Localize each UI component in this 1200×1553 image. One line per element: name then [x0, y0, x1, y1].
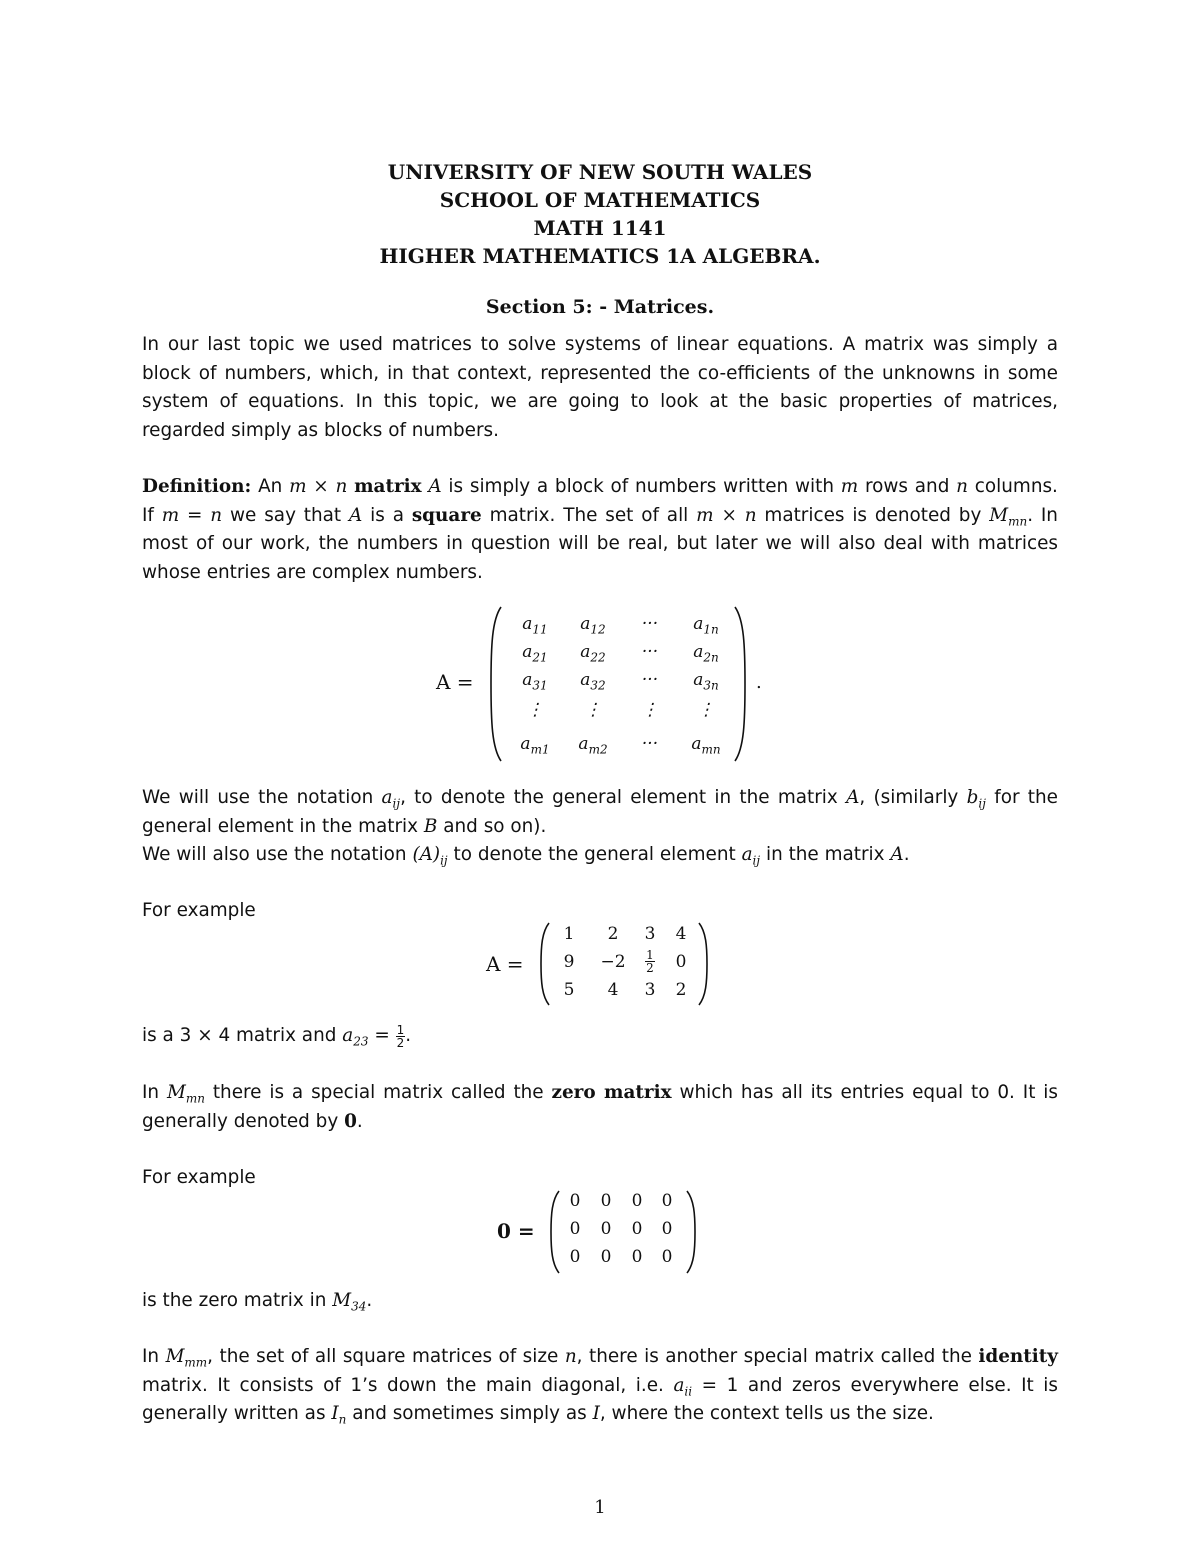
document-header	[0, 158, 1200, 270]
matrix-entry: 0	[661, 1219, 673, 1239]
section-title: Section 5: - Matrices.	[485, 296, 715, 318]
matrix-entry: 0	[661, 1247, 673, 1267]
math-n: n	[956, 476, 969, 497]
identity-text: and sometimes simply as	[352, 1403, 587, 1425]
matrix-entry: 0	[661, 1191, 673, 1211]
zero-text: there is a special matrix called the	[212, 1082, 544, 1103]
period: .	[405, 1025, 412, 1046]
matrix-entry: −2	[600, 952, 626, 972]
course-code: MATH 1141	[533, 216, 667, 240]
matrix-entry: 0	[600, 1247, 612, 1267]
identity-text: In	[142, 1346, 160, 1367]
matrix-entry: 2	[675, 980, 687, 1000]
definition-text: . In most of our work, the numbers in question will be real, but later we will also deal with matrices whose entries are complex numbers.	[142, 504, 1058, 583]
right-parenthesis	[734, 606, 748, 762]
matrix-entry: 0	[600, 1191, 612, 1211]
left-parenthesis	[488, 606, 502, 762]
matrix-entry: 9	[563, 952, 575, 972]
caption-text: is the zero matrix in	[142, 1290, 327, 1311]
intro-paragraph: In our last topic we used matrices to solve systems of linear equations. A matrix was simply a block of numbers, which, in that context, represented the co-efficients of the unknowns in some system of equations. In this topic, we are going to look at the basic properties of matrices, regarded simply as blocks of numbers.	[142, 334, 1058, 441]
matrix-entry: $a_{21}$	[522, 642, 548, 665]
identity-paragraph	[142, 1343, 1058, 1429]
math-Aij: $(A)_{ij}$	[412, 844, 448, 868]
math-A: A	[349, 504, 363, 526]
matrix-entry: $a_{m1}$	[520, 734, 550, 757]
math-B: B	[423, 815, 438, 837]
matrix-entry: 0	[600, 1219, 612, 1239]
matrix-entry: 0	[631, 1191, 643, 1211]
math-mxn: m × n	[289, 476, 348, 497]
matrix-entry: 3	[644, 980, 656, 1000]
matrix-entry: ⋮	[526, 700, 544, 720]
example-text: is a 3 × 4 matrix and	[142, 1025, 337, 1046]
notation-paragraph-2	[142, 841, 1058, 870]
math-m: m	[840, 476, 859, 497]
matrix-entry: 0	[569, 1191, 581, 1211]
math-Mmn: $M_{mn}$	[166, 1082, 205, 1106]
zero-symbol: 0	[344, 1110, 357, 1132]
definition-text: matrix. The set of all	[489, 504, 689, 526]
matrix-entry: 3	[644, 924, 656, 944]
identity-text: , there is another special matrix called the	[576, 1346, 972, 1367]
matrix-entry: ···	[641, 670, 659, 690]
matrix-entry: ⋮	[641, 700, 659, 720]
identity-text: = 1 and zeros everywhere else. It is generally written as	[142, 1374, 1058, 1425]
matrix-entry: $a_{mn}$	[691, 734, 721, 757]
matrix-entry: 1	[563, 924, 575, 944]
university-name: UNIVERSITY OF NEW SOUTH WALES	[387, 160, 813, 184]
notation-text: and so on).	[443, 815, 547, 837]
identity-text: matrix. It consists of 1’s down the main diagonal, i.e.	[142, 1374, 664, 1396]
matrix-entry: $a_{1n}$	[693, 614, 719, 637]
definition-paragraph	[142, 473, 1058, 587]
math-A: A	[846, 787, 860, 808]
page-number: 1	[594, 1497, 606, 1518]
zero-text: .	[356, 1110, 363, 1132]
math-M34: $M_{34}$	[332, 1290, 367, 1314]
matrix-entry: ···	[641, 614, 659, 634]
matrix-entry: 0	[631, 1247, 643, 1267]
course-name: HIGHER MATHEMATICS 1A ALGEBRA.	[379, 244, 821, 268]
math-aij: $a_{ij}$	[381, 787, 401, 811]
definition-text: An	[258, 476, 283, 497]
zero-text: which has all its entries equal to 0. It is generally denoted by	[142, 1082, 1058, 1132]
notation-text: We will also use the notation	[142, 844, 407, 865]
school-name: SCHOOL OF MATHEMATICS	[439, 188, 761, 212]
matrix-entry: 0	[675, 952, 687, 972]
matrix-entry: $a_{m2}$	[578, 734, 608, 757]
math-I: I	[592, 1403, 600, 1425]
math-In: $I_n$	[331, 1403, 347, 1427]
matrix-entry: 0	[631, 1219, 643, 1239]
math-bij: $b_{ij}$	[966, 787, 986, 811]
matrix-entry: 4	[675, 924, 687, 944]
notation-text: .	[903, 844, 910, 865]
math-aii: $a_{ii}$	[673, 1374, 693, 1399]
identity-text: , the set of all square matrices of size	[207, 1346, 559, 1367]
definition-text: is a	[370, 504, 404, 526]
definition-text: we say that	[230, 504, 342, 526]
matrix-entry: $a_{12}$	[580, 614, 606, 637]
definition-text: is simply a block of numbers written with	[448, 476, 834, 497]
period: .	[366, 1290, 373, 1311]
definition-term-matrix: matrix	[354, 476, 422, 497]
math-Mmn: $M_{mn}$	[989, 504, 1028, 529]
example-intro-1: For example	[142, 900, 256, 921]
math-A: A	[890, 844, 904, 865]
example-intro-2: For example	[142, 1167, 256, 1188]
matrix-entry: ···	[641, 734, 659, 754]
matrix-entry: ···	[641, 642, 659, 662]
matrix-entry: $a_{22}$	[580, 642, 606, 665]
definition-text: columns. If	[142, 476, 1058, 526]
notation-text: , (similarly	[859, 787, 959, 808]
general-matrix-label: A =	[436, 670, 474, 694]
zero-matrix-paragraph	[142, 1079, 1058, 1136]
math-mxn: m × n	[696, 504, 757, 526]
matrix-entry: 4	[607, 980, 619, 1000]
identity-text: , where the context tells us the size.	[599, 1403, 934, 1425]
notation-text: for the general element in the matrix	[142, 787, 1058, 837]
definition-term-square: square	[411, 504, 482, 526]
math-Mmm: $M_{mm}$	[165, 1346, 208, 1370]
math-n: n	[564, 1346, 577, 1367]
matrix-entry: ⋮	[697, 700, 715, 720]
math-A: A	[428, 476, 442, 497]
example-after-text	[142, 1022, 1058, 1051]
matrix-entry: 2	[607, 924, 619, 944]
math-equals: =	[374, 1025, 390, 1046]
matrix-entry: 0	[569, 1219, 581, 1239]
term-identity: identity	[978, 1346, 1058, 1367]
matrix-trailing-period: .	[756, 672, 762, 693]
matrix-entry: ⋮	[584, 700, 602, 720]
notation-text: to denote the general element	[453, 844, 736, 865]
matrix-entry: $a_{32}$	[580, 670, 606, 693]
notation-paragraph	[142, 784, 1058, 841]
notation-text: in the matrix	[765, 844, 885, 865]
matrix-entry: $a_{2n}$	[693, 642, 719, 665]
zero-text: In	[142, 1082, 160, 1103]
matrix-entry: $a_{3n}$	[693, 670, 719, 693]
definition-text: matrices is denoted by	[764, 504, 982, 526]
matrix-entry: 0	[569, 1247, 581, 1267]
term-zero-matrix: zero matrix	[551, 1082, 672, 1103]
definition-label: Definition:	[142, 476, 252, 497]
matrix-entry: $a_{31}$	[522, 670, 548, 693]
matrix-entry: $\frac{1}{2}$	[646, 948, 654, 975]
notation-text: , to denote the general element in the matrix	[400, 787, 838, 808]
matrix-entry: $a_{11}$	[522, 614, 548, 637]
zero-matrix-caption	[142, 1287, 1058, 1316]
definition-text: rows and	[864, 476, 950, 497]
example-matrix-label: A =	[486, 952, 524, 976]
notation-text: We will use the notation	[142, 787, 374, 808]
math-a23: $a_{23}$	[342, 1025, 369, 1049]
fraction-one-half: $\frac{1}{2}$	[396, 1022, 405, 1050]
zero-matrix-label: 0 =	[497, 1219, 535, 1243]
matrix-entry: 5	[563, 980, 575, 1000]
math-m-eq-n: m = n	[161, 504, 223, 526]
math-aij: $a_{ij}$	[741, 844, 761, 868]
